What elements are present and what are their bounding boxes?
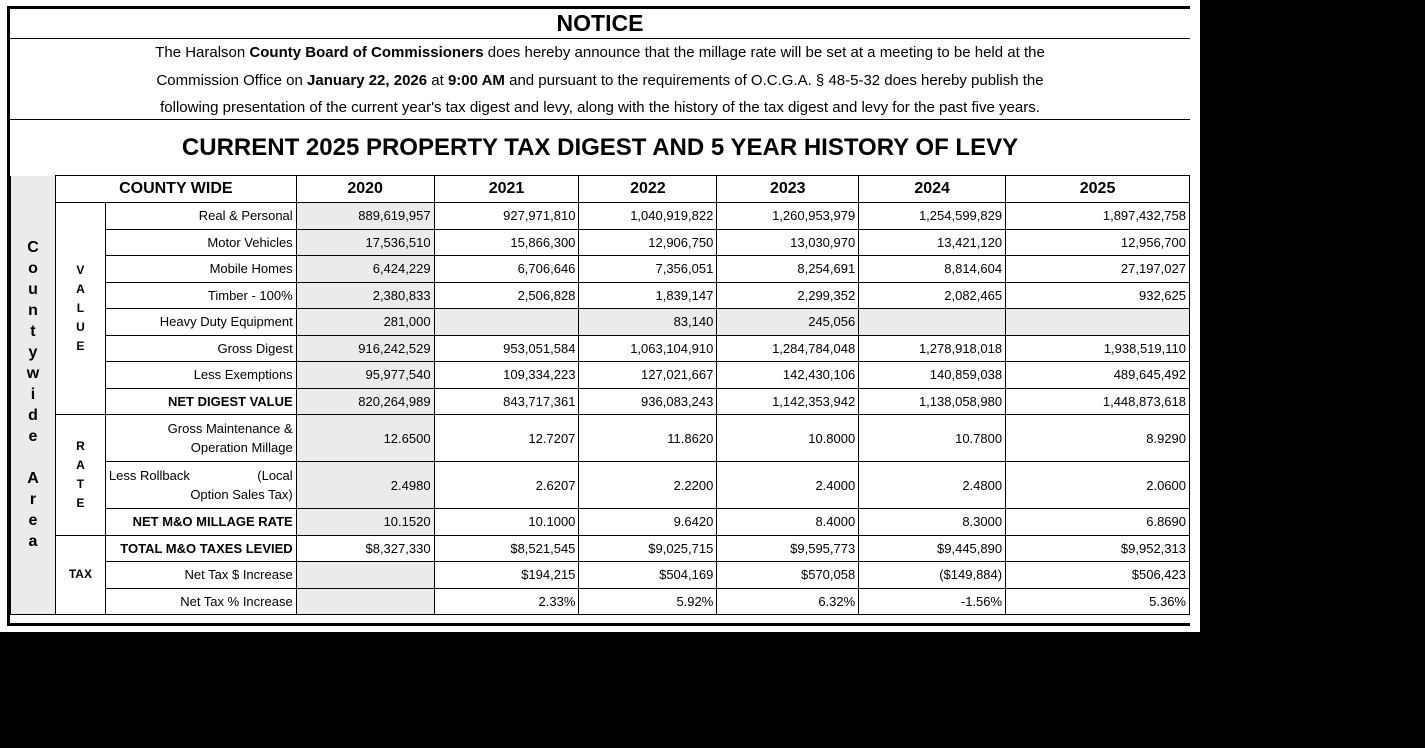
value-cell: 1,138,058,980 (859, 388, 1006, 415)
value-cell: 6,424,229 (296, 256, 434, 283)
row-label: Mobile Homes (105, 256, 296, 283)
group-letter: A (76, 282, 85, 296)
table-row (11, 509, 1190, 536)
group-letter: E (76, 339, 85, 353)
row-label: Timber - 100% (105, 282, 296, 309)
value-cell: 8,254,691 (717, 256, 859, 283)
row-label: Gross Maintenance & Operation Millage (105, 415, 296, 462)
value-cell: 889,619,957 (296, 203, 434, 230)
county-wide-header: COUNTY WIDE (55, 176, 296, 203)
value-cell: $9,595,773 (717, 535, 859, 562)
value-cell: 10.8000 (717, 415, 859, 462)
year-header: 2025 (1006, 176, 1190, 203)
area-letter: a (28, 533, 38, 551)
group-letter: A (76, 457, 85, 472)
row-label: Net Tax $ Increase (105, 562, 296, 589)
value-cell: 2,082,465 (859, 282, 1006, 309)
table-row (11, 462, 1190, 509)
value-cell: $8,521,545 (434, 535, 579, 562)
value-cell: 6.32% (717, 588, 859, 615)
value-cell: 2,506,828 (434, 282, 579, 309)
group-letter: V (76, 263, 85, 277)
table-row (11, 388, 1190, 415)
value-cell: 1,063,104,910 (579, 335, 717, 362)
value-cell (296, 588, 434, 615)
value-cell: 1,254,599,829 (859, 203, 1006, 230)
value-cell: 12.7207 (434, 415, 579, 462)
value-cell: 5.92% (579, 588, 717, 615)
value-group-label (55, 203, 105, 415)
value-cell: 916,242,529 (296, 335, 434, 362)
value-cell: ($149,884) (859, 562, 1006, 589)
area-letter: r (29, 491, 37, 509)
table-row (11, 335, 1190, 362)
value-cell: 1,938,519,110 (1006, 335, 1190, 362)
value-cell: 2,299,352 (717, 282, 859, 309)
table-row (11, 309, 1190, 336)
value-cell: 1,040,919,822 (579, 203, 717, 230)
area-letter (14, 447, 52, 468)
value-cell: 15,866,300 (434, 229, 579, 256)
value-cell: 1,142,353,942 (717, 388, 859, 415)
value-cell: 281,000 (296, 309, 434, 336)
group-letter: T (76, 476, 85, 491)
value-cell (1006, 309, 1190, 336)
value-cell: 2.4980 (296, 462, 434, 509)
table-row (11, 282, 1190, 309)
digest-table (10, 175, 1190, 615)
value-cell: 6.8690 (1006, 509, 1190, 536)
value-cell: 27,197,027 (1006, 256, 1190, 283)
row-label: TOTAL M&O TAXES LEVIED (105, 535, 296, 562)
notice-frame (7, 6, 1190, 626)
value-cell: 8.9290 (1006, 415, 1190, 462)
value-cell: 8.3000 (859, 509, 1006, 536)
value-cell: 927,971,810 (434, 203, 579, 230)
row-label: Less Rollback (Local Option Sales Tax) (105, 462, 296, 509)
value-cell: 10.1520 (296, 509, 434, 536)
rate-group-label (55, 415, 105, 536)
intro-line-3: following presentation of the current year's tax digest and levy, along with the history of the tax digest and levy for the past five years. (160, 99, 1040, 117)
table-row (11, 362, 1190, 389)
area-letter: n (28, 302, 38, 320)
value-cell: 1,897,432,758 (1006, 203, 1190, 230)
year-header: 2022 (579, 176, 717, 203)
group-letter: L (76, 301, 85, 315)
value-cell: 12,956,700 (1006, 229, 1190, 256)
tax-group-label: TAX (55, 535, 105, 615)
value-cell (859, 309, 1006, 336)
area-letter: y (28, 344, 38, 362)
value-cell: 12,906,750 (579, 229, 717, 256)
value-cell: 489,645,492 (1006, 362, 1190, 389)
year-header: 2024 (859, 176, 1006, 203)
value-cell: 1,839,147 (579, 282, 717, 309)
year-header: 2020 (296, 176, 434, 203)
group-letter: E (76, 495, 85, 510)
value-cell: 12.6500 (296, 415, 434, 462)
area-letter: t (30, 323, 36, 341)
value-cell: 17,536,510 (296, 229, 434, 256)
value-cell: $9,445,890 (859, 535, 1006, 562)
value-cell: 6,706,646 (434, 256, 579, 283)
value-cell: 1,278,918,018 (859, 335, 1006, 362)
year-header: 2021 (434, 176, 579, 203)
value-cell: 13,030,970 (717, 229, 859, 256)
year-header: 2023 (717, 176, 859, 203)
area-letter: e (28, 428, 38, 446)
value-cell: 10.7800 (859, 415, 1006, 462)
value-cell: 142,430,106 (717, 362, 859, 389)
value-cell: 932,625 (1006, 282, 1190, 309)
area-letter: A (27, 470, 39, 488)
digest-heading: CURRENT 2025 PROPERTY TAX DIGEST AND 5 YEAR HISTORY OF LEVY (181, 134, 1019, 161)
row-label: Real & Personal (105, 203, 296, 230)
value-cell: $9,952,313 (1006, 535, 1190, 562)
notice-title: NOTICE (10, 9, 1190, 39)
value-cell: 109,334,223 (434, 362, 579, 389)
table-row (11, 562, 1190, 589)
value-cell: 9.6420 (579, 509, 717, 536)
value-cell: 953,051,584 (434, 335, 579, 362)
value-cell: 2.4000 (717, 462, 859, 509)
row-label: Net Tax % Increase (105, 588, 296, 615)
value-cell: 936,083,243 (579, 388, 717, 415)
table-row (11, 588, 1190, 615)
value-cell: 843,717,361 (434, 388, 579, 415)
table-row (11, 256, 1190, 283)
header-row (11, 176, 1190, 203)
area-letter: d (28, 407, 38, 425)
table-row (11, 203, 1190, 230)
value-cell: $570,058 (717, 562, 859, 589)
value-cell: -1.56% (859, 588, 1006, 615)
value-cell: 13,421,120 (859, 229, 1006, 256)
value-cell: 2.33% (434, 588, 579, 615)
group-letter: R (76, 438, 85, 453)
value-cell: 245,056 (717, 309, 859, 336)
value-cell: $9,025,715 (579, 535, 717, 562)
value-cell: 10.1000 (434, 509, 579, 536)
area-letter: C (27, 239, 39, 257)
value-cell: 1,260,953,979 (717, 203, 859, 230)
value-cell: $194,215 (434, 562, 579, 589)
value-cell: 2.0600 (1006, 462, 1190, 509)
value-cell: 820,264,989 (296, 388, 434, 415)
value-cell: 2,380,833 (296, 282, 434, 309)
row-label: Motor Vehicles (105, 229, 296, 256)
area-letter: i (30, 386, 36, 404)
value-cell: $506,423 (1006, 562, 1190, 589)
value-cell: 83,140 (579, 309, 717, 336)
table-row (11, 415, 1190, 462)
value-cell: 7,356,051 (579, 256, 717, 283)
value-cell: 1,448,873,618 (1006, 388, 1190, 415)
area-letter: e (28, 512, 38, 530)
value-cell (434, 309, 579, 336)
value-cell: 8.4000 (717, 509, 859, 536)
row-label: Heavy Duty Equipment (105, 309, 296, 336)
row-label: NET M&O MILLAGE RATE (105, 509, 296, 536)
value-cell: 1,284,784,048 (717, 335, 859, 362)
intro-line-1: The Haralson County Board of Commissioners does hereby announce that the millage rate will be set at a meeting to be held at the (155, 44, 1045, 61)
table-row (11, 535, 1190, 562)
value-cell: 95,977,540 (296, 362, 434, 389)
value-cell (296, 562, 434, 589)
value-cell: 5.36% (1006, 588, 1190, 615)
value-cell: 127,021,667 (579, 362, 717, 389)
notice-intro (10, 38, 1190, 120)
area-letter: u (28, 281, 38, 299)
value-cell: 140,859,038 (859, 362, 1006, 389)
group-letter: U (76, 320, 85, 334)
value-cell: 8,814,604 (859, 256, 1006, 283)
row-label: NET DIGEST VALUE (105, 388, 296, 415)
value-cell: 2.2200 (579, 462, 717, 509)
intro-line-2: Commission Office on January 22, 2026 at 9:00 AM and pursuant to the requirements of O.C.G.A. § 48-5-32 does hereby publish the (156, 71, 1044, 89)
countywide-area-label (11, 176, 56, 615)
value-cell: $504,169 (579, 562, 717, 589)
value-cell: $8,327,330 (296, 535, 434, 562)
area-letter: o (28, 260, 38, 278)
row-label: Less Exemptions (105, 362, 296, 389)
row-label: Gross Digest (105, 335, 296, 362)
value-cell: 2.4800 (859, 462, 1006, 509)
value-cell: 2.6207 (434, 462, 579, 509)
table-row (11, 229, 1190, 256)
area-letter: w (26, 365, 40, 383)
value-cell: 11.8620 (579, 415, 717, 462)
